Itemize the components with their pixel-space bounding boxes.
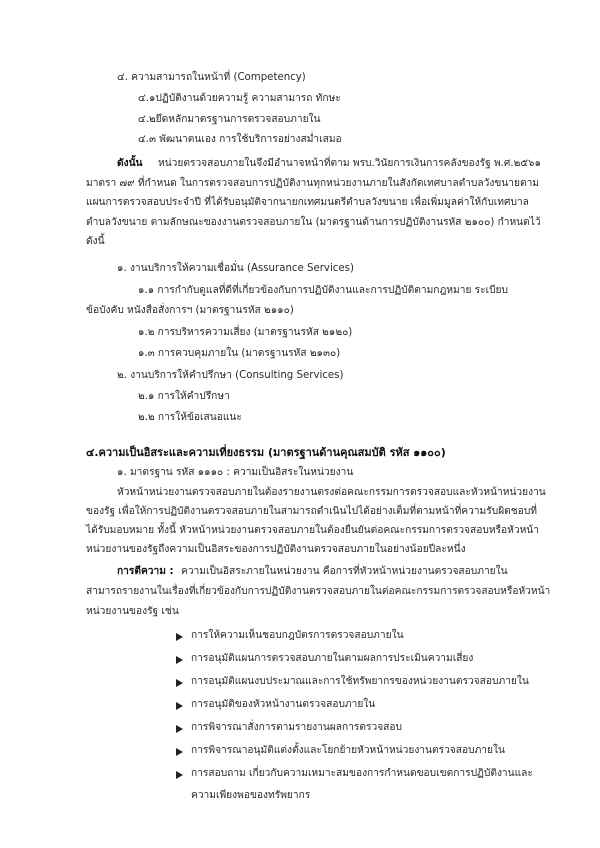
- intro-line: มาตรา ๗๙ ที่กำหนด ในการตรวจสอบการปฏิบัติงานทุกหน่วยงานภายในสังกัดเทศบาลตำบลวังขนายตาม: [86, 178, 540, 189]
- arrow-bullet-icon: [176, 771, 183, 779]
- assurance-item: ๑.๑ การกำกับดูแลที่ดีที่เกี่ยวข้องกับการปฏิบัติงานและการปฏิบัติตามกฎหมาย ระเบียบ: [138, 285, 508, 296]
- standard-1110: ๑. มาตรฐาน รหัส ๑๑๑๐ : ความเป็นอิสระในหน่วยงาน: [117, 467, 354, 478]
- paragraph-line: หน่วยงานของรัฐถึงความเป็นอิสระของการปฏิบัติงานตรวจสอบภายในอย่างน้อยปีละหนึ่ง: [86, 544, 466, 555]
- interpretation-line: หน่วยงานของรัฐ เช่น: [86, 606, 179, 617]
- section-heading: ๔.ความเป็นอิสระและความเที่ยงธรรม (มาตรฐานด้านคุณสมบัติ รหัส ๑๑๐๐): [86, 446, 446, 459]
- competency-item: ๔.๑ปฏิบัติงานด้วยความรู้ ความสามารถ ทักษะ: [138, 93, 341, 104]
- arrow-bullet-icon: [176, 633, 183, 641]
- paragraph-line: ของรัฐ เพื่อให้การปฏิบัติงานตรวจสอบภายในสามารถดำเนินไปได้อย่างเต็มที่ตามหน้าที่ความรับผิดชอบที่: [86, 506, 538, 517]
- bullet-item: การพิจารณาอนุมัติแต่งตั้งและโยกย้ายหัวหน้าหน่วยงานตรวจสอบภายใน: [191, 745, 505, 756]
- bullet-item: การสอบถาม เกี่ยวกับความเหมาะสมของการกำหนดขอบเขตการปฏิบัติงานและ: [191, 768, 533, 779]
- intro-line: แผนการตรวจสอบประจำปี ที่ได้รับอนุมัติจากนายกเทศมนตรีตำบลวังขนาย เพื่อเพิ่มมูลค่าให้กับเทศบาล: [86, 197, 529, 208]
- intro-line: ดังนี้: [86, 236, 105, 247]
- arrow-bullet-icon: [176, 748, 183, 756]
- consulting-item: ๒.๒ การให้ข้อเสนอแนะ: [138, 412, 242, 423]
- bullet-item: การอนุมัติแผนงบประมาณและการใช้ทรัพยากรของหน่วยงานตรวจสอบภายใน: [191, 676, 529, 687]
- assurance-services: ๑. งานบริการให้ความเชื่อมั่น (Assurance Services): [117, 263, 354, 274]
- interpretation-line: สามารถรายงานในเรื่องที่เกี่ยวข้องกับการปฏิบัติงานตรวจสอบภายในต่อคณะกรรมการตรวจสอบหรือหัวหน้า: [86, 586, 551, 597]
- interpretation-label: การตีความ :: [117, 566, 174, 577]
- consulting-services: ๒. งานบริการให้คำปรึกษา (Consulting Services): [117, 370, 344, 381]
- assurance-item-cont: ข้อบังคับ หนังสือสั่งการฯ (มาตรฐานรหัส ๒๑๑๐): [86, 305, 294, 316]
- paragraph-line: หัวหน้าหน่วยงานตรวจสอบภายในต้องรายงานตรงต่อคณะกรรมการตรวจสอบและหัวหน้าหน่วยงาน: [117, 487, 546, 498]
- intro-line: หน่วยตรวจสอบภายในจึงมีอำนาจหน้าที่ตาม พรบ.วินัยการเงินการคลังของรัฐ พ.ศ.๒๕๖๑: [158, 158, 541, 169]
- assurance-item: ๑.๒ การบริหารความเสี่ยง (มาตรฐานรหัส ๒๑๒๐): [138, 327, 353, 338]
- competency-item: ๔.๓ พัฒนาตนเอง การใช้บริการอย่างสม่ำเสมอ: [138, 134, 342, 145]
- bullet-item: การพิจารณาสั่งการตามรายงานผลการตรวจสอบ: [191, 722, 402, 733]
- intro-line: ตำบลวังขนาย ตามลักษณะของงานตรวจสอบภายใน (มาตรฐานด้านการปฏิบัติงานรหัส ๒๑๐๐) กำหนดไว้: [86, 217, 541, 228]
- intro-lead: ดังนั้น: [117, 158, 143, 169]
- consulting-item: ๒.๑ การให้คำปรึกษา: [138, 391, 230, 402]
- arrow-bullet-icon: [176, 725, 183, 733]
- bullet-item-cont: ความเพียงพอของทรัพยากร: [191, 790, 311, 801]
- arrow-bullet-icon: [176, 702, 183, 710]
- interpretation-line: ความเป็นอิสระภายในหน่วยงาน คือการที่หัวหน้าหน่วยงานตรวจสอบภายใน: [181, 566, 508, 577]
- bullet-item: การให้ความเห็นชอบกฎบัตรการตรวจสอบภายใน: [191, 630, 404, 641]
- paragraph-line: ได้รับมอบหมาย ทั้งนี้ หัวหน้าหน่วยงานตรวจสอบภายในต้องยืนยันต่อคณะกรรมการตรวจสอบหรือหัวหน้า: [86, 525, 539, 536]
- arrow-bullet-icon: [176, 656, 183, 664]
- assurance-item: ๑.๓ การควบคุมภายใน (มาตรฐานรหัส ๒๑๓๐): [138, 348, 341, 359]
- arrow-bullet-icon: [176, 679, 183, 687]
- bullet-item: การอนุมัติของหัวหน้างานตรวจสอบภายใน: [191, 699, 376, 710]
- competency-title: ๔. ความสามารถในหน้าที่ (Competency): [117, 72, 306, 83]
- bullet-item: การอนุมัติแผนการตรวจสอบภายในตามผลการประเมินความเสี่ยง: [191, 653, 474, 664]
- competency-item: ๔.๒ยึดหลักมาตรฐานการตรวจสอบภายใน: [138, 114, 321, 125]
